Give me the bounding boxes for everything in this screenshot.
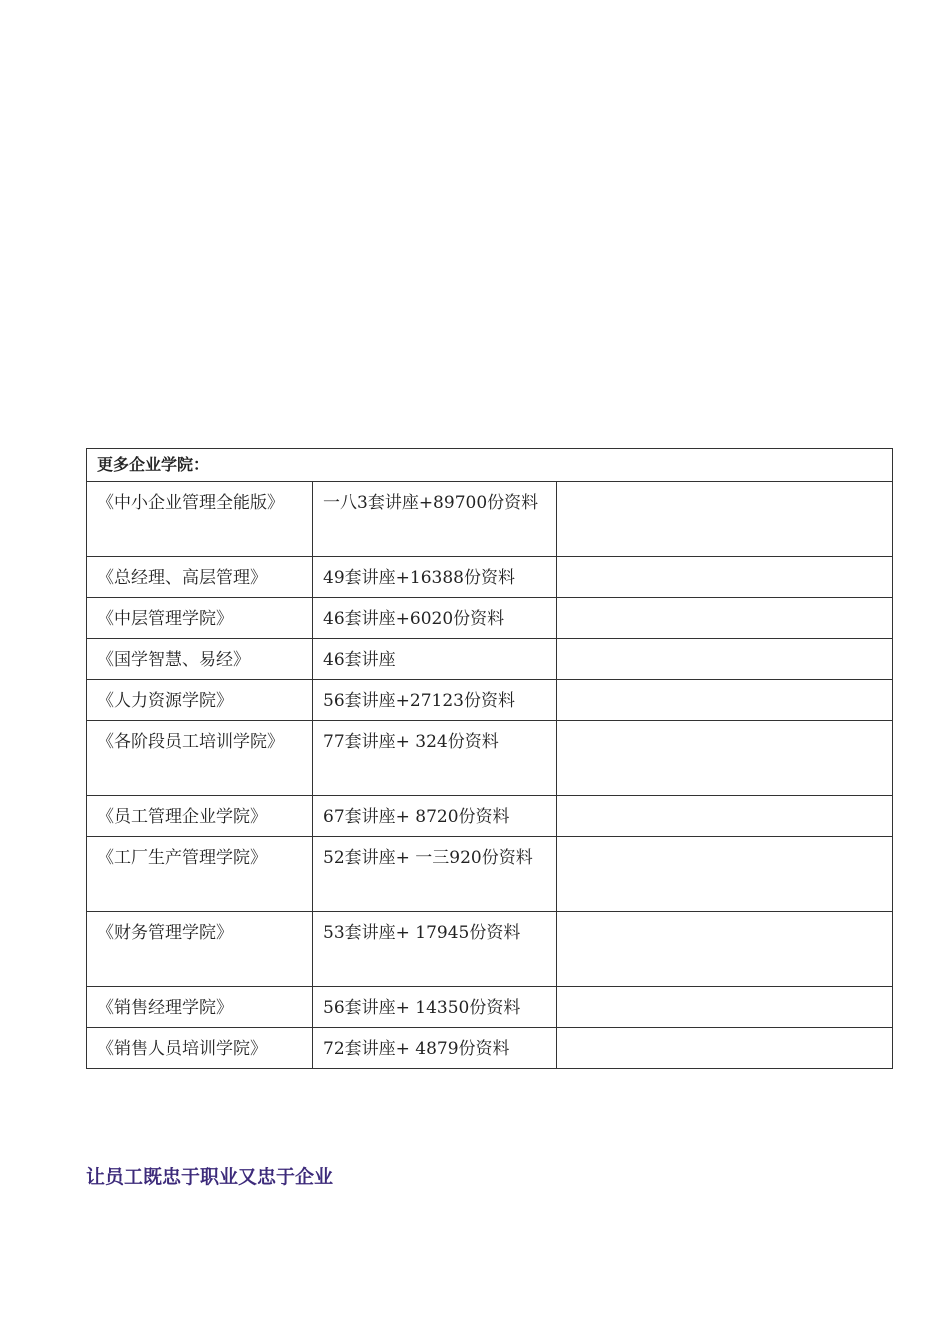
academy-name: 《销售人员培训学院》 <box>87 1028 313 1069</box>
academy-note <box>557 482 893 557</box>
academy-content: 49套讲座+16388份资料 <box>313 557 557 598</box>
academy-note <box>557 598 893 639</box>
academy-note <box>557 721 893 796</box>
table-row <box>87 482 893 557</box>
academy-note <box>557 987 893 1028</box>
table-row <box>87 987 893 1028</box>
academy-note <box>557 680 893 721</box>
academy-note <box>557 557 893 598</box>
academy-name: 《工厂生产管理学院》 <box>87 837 313 912</box>
academy-name: 《中层管理学院》 <box>87 598 313 639</box>
academy-note <box>557 837 893 912</box>
table-row <box>87 1028 893 1069</box>
table-row <box>87 557 893 598</box>
academy-content: 72套讲座+ 4879份资料 <box>313 1028 557 1069</box>
academy-name: 《国学智慧、易经》 <box>87 639 313 680</box>
academy-content: 一八3套讲座+89700份资料 <box>313 482 557 557</box>
table-row <box>87 598 893 639</box>
academy-content: 56套讲座+ 14350份资料 <box>313 987 557 1028</box>
academy-content: 46套讲座+6020份资料 <box>313 598 557 639</box>
academy-note <box>557 912 893 987</box>
table-header: 更多企业学院： <box>87 449 893 482</box>
academy-note <box>557 1028 893 1069</box>
table-row <box>87 639 893 680</box>
academy-content: 53套讲座+ 17945份资料 <box>313 912 557 987</box>
academy-note <box>557 639 893 680</box>
table-row <box>87 721 893 796</box>
table-row <box>87 912 893 987</box>
table-row <box>87 837 893 912</box>
academy-name: 《销售经理学院》 <box>87 987 313 1028</box>
footer-title: 让员工既忠于职业又忠于企业 <box>86 1166 334 1188</box>
academy-name: 《人力资源学院》 <box>87 680 313 721</box>
table-header-row <box>87 449 893 482</box>
academy-note <box>557 796 893 837</box>
academy-name: 《中小企业管理全能版》 <box>87 482 313 557</box>
academy-name: 《总经理、高层管理》 <box>87 557 313 598</box>
academy-content: 52套讲座+ 一三920份资料 <box>313 837 557 912</box>
academy-name: 《财务管理学院》 <box>87 912 313 987</box>
table-row <box>87 796 893 837</box>
academy-content: 56套讲座+27123份资料 <box>313 680 557 721</box>
academy-content: 67套讲座+ 8720份资料 <box>313 796 557 837</box>
academy-content: 77套讲座+ 324份资料 <box>313 721 557 796</box>
academy-content: 46套讲座 <box>313 639 557 680</box>
academy-name: 《员工管理企业学院》 <box>87 796 313 837</box>
table-row <box>87 680 893 721</box>
academy-table <box>86 448 893 1069</box>
academy-name: 《各阶段员工培训学院》 <box>87 721 313 796</box>
